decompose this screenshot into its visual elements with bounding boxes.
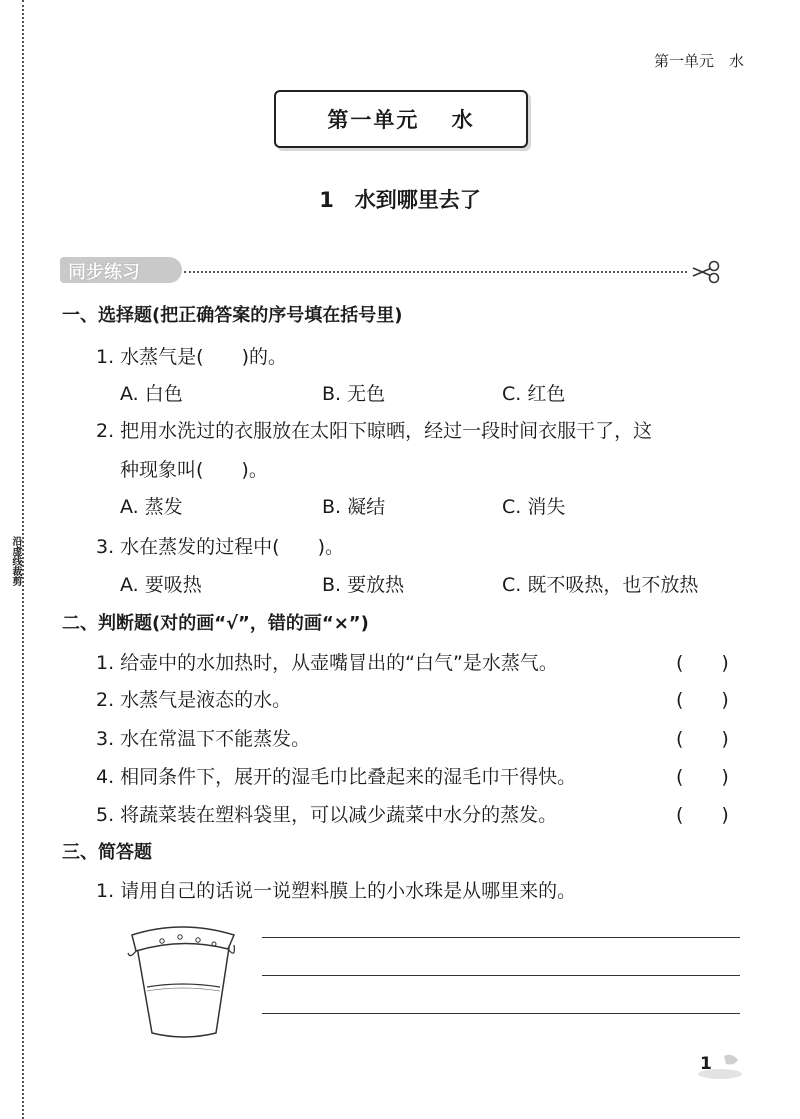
judge-answer-bracket-1[interactable]: ( ) bbox=[676, 652, 729, 674]
judge-item-4: 4. 相同条件下，展开的湿毛巾比叠起来的湿毛巾干得快。 bbox=[96, 766, 577, 788]
judge-answer-bracket-4[interactable]: ( ) bbox=[676, 766, 729, 788]
short-answer-question-1: 1. 请用自己的话说一说塑料膜上的小水珠是从哪里来的。 bbox=[96, 880, 577, 902]
q3-option-c: C. 既不吸热，也不放热 bbox=[502, 574, 699, 596]
practice-label: 同步练习 bbox=[68, 262, 140, 283]
q3-option-b: B. 要放热 bbox=[322, 574, 405, 596]
judge-item-1: 1. 给壶中的水加热时，从壶嘴冒出的“白气”是水蒸气。 bbox=[96, 652, 558, 674]
judge-answer-bracket-3[interactable]: ( ) bbox=[676, 728, 729, 750]
choice-question-2-line2: 种现象叫( )。 bbox=[120, 459, 268, 481]
unit-title: 第一单元 水 bbox=[327, 107, 475, 132]
q2-option-a: A. 蒸发 bbox=[120, 496, 183, 518]
page-number: 1 bbox=[700, 1054, 712, 1074]
section-judge-title: 二、判断题(对的画“√”，错的画“×”) bbox=[62, 613, 369, 634]
q1-option-c: C. 红色 bbox=[502, 383, 566, 405]
q1-option-a: A. 白色 bbox=[120, 383, 183, 405]
unit-title-box bbox=[274, 90, 528, 148]
judge-item-3: 3. 水在常温下不能蒸发。 bbox=[96, 728, 311, 750]
q2-option-b: B. 凝结 bbox=[322, 496, 386, 518]
section-choice-title: 一、选择题(把正确答案的序号填在括号里) bbox=[62, 305, 403, 326]
scissors-icon bbox=[690, 260, 722, 284]
choice-question-1: 1. 水蒸气是( )的。 bbox=[96, 346, 287, 368]
judge-item-5: 5. 将蔬菜装在塑料袋里，可以减少蔬菜中水分的蒸发。 bbox=[96, 804, 558, 826]
judge-answer-bracket-2[interactable]: ( ) bbox=[676, 689, 729, 711]
answer-line-3[interactable] bbox=[262, 1013, 740, 1014]
section-short-answer-title: 三、简答题 bbox=[62, 842, 152, 863]
q2-option-c: C. 消失 bbox=[502, 496, 566, 518]
answer-line-2[interactable] bbox=[262, 975, 740, 976]
practice-banner bbox=[60, 257, 182, 283]
choice-question-3: 3. 水在蒸发的过程中( )。 bbox=[96, 536, 344, 558]
lesson-title: 1 水到哪里去了 bbox=[319, 188, 481, 212]
q3-option-a: A. 要吸热 bbox=[120, 574, 202, 596]
running-head: 第一单元 水 bbox=[653, 52, 744, 70]
q1-option-b: B. 无色 bbox=[322, 383, 386, 405]
judge-item-2: 2. 水蒸气是液态的水。 bbox=[96, 689, 292, 711]
judge-answer-bracket-5[interactable]: ( ) bbox=[676, 804, 729, 826]
covered-cup-illustration bbox=[122, 915, 240, 1043]
cut-dotted-line bbox=[22, 0, 24, 1119]
answer-line-1[interactable] bbox=[262, 937, 740, 938]
cut-instruction-label: 沿虚线裁剪 bbox=[10, 536, 21, 586]
choice-question-2-line1: 2. 把用水洗过的衣服放在太阳下晾晒，经过一段时间衣服干了，这 bbox=[96, 420, 653, 442]
practice-dotted-line bbox=[184, 271, 687, 273]
